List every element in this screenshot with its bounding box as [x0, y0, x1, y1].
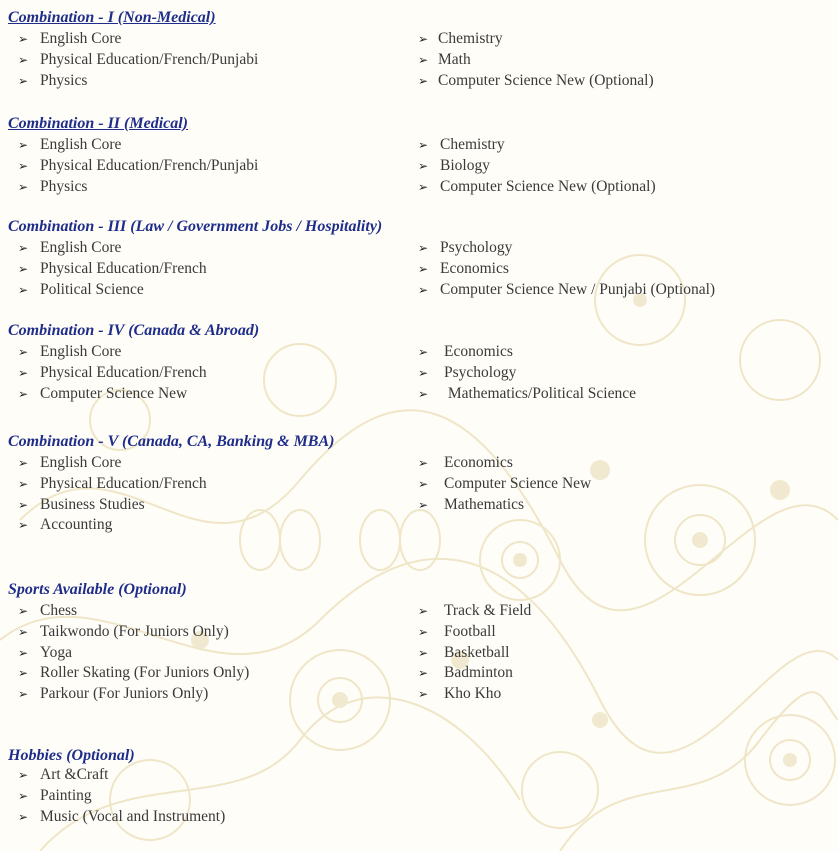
subject-label: English Core: [40, 30, 122, 47]
arrow-bullet-icon: ➢: [418, 345, 429, 359]
subject-label: Economics: [444, 343, 513, 360]
list-item: [418, 156, 656, 177]
sport-label: Football: [444, 622, 496, 640]
arrow-bullet-icon: ➢: [418, 158, 429, 173]
section-heading: Hobbies (Optional): [8, 747, 135, 764]
list-item: [418, 29, 654, 50]
arrow-bullet-icon: ➢: [18, 138, 29, 152]
arrow-bullet-icon: ➢: [18, 666, 29, 681]
section-combination-3: [8, 218, 833, 298]
list-item: [418, 135, 656, 156]
list-item: [18, 71, 258, 92]
section-combination-1: [8, 9, 833, 89]
list-item: [18, 643, 249, 664]
left-subject-list: [18, 29, 258, 91]
list-item: [18, 135, 258, 156]
arrow-bullet-icon: ➢: [418, 241, 429, 255]
section-combination-4: [8, 322, 833, 402]
subject-label: Computer Science New / Punjabi (Optional): [440, 280, 716, 298]
list-item: [418, 474, 591, 495]
arrow-bullet-icon: ➢: [18, 687, 29, 702]
sport-label: Badminton: [444, 664, 513, 682]
arrow-bullet-icon: ➢: [18, 282, 29, 297]
section-heading: Combination - I (Non-Medical): [8, 9, 216, 26]
section-heading: Sports Available (Optional): [8, 581, 187, 598]
list-item: [18, 765, 225, 786]
subject-label: English Core: [40, 239, 122, 256]
list-item: [18, 622, 249, 643]
subject-label: Psychology: [440, 239, 513, 256]
hobby-label: Painting: [40, 786, 92, 804]
sport-label: Yoga: [40, 643, 73, 661]
left-subject-list: [18, 135, 258, 197]
list-item: [418, 71, 654, 92]
list-item: [418, 342, 636, 363]
subject-label: Mathematics/Political Science: [444, 384, 636, 402]
list-item: [18, 342, 207, 363]
subject-label: Physical Education/French: [40, 474, 207, 492]
right-sports-list: [418, 601, 531, 705]
arrow-bullet-icon: ➢: [418, 261, 429, 276]
list-item: [418, 643, 531, 664]
arrow-bullet-icon: ➢: [418, 282, 429, 297]
arrow-bullet-icon: ➢: [418, 456, 429, 470]
arrow-bullet-icon: ➢: [418, 32, 429, 46]
list-item: [18, 363, 207, 384]
list-item: [18, 807, 225, 828]
arrow-bullet-icon: ➢: [418, 52, 429, 67]
list-item: [418, 622, 531, 643]
list-item: [18, 384, 207, 405]
sport-label: Kho Kho: [444, 685, 502, 703]
arrow-bullet-icon: ➢: [418, 179, 429, 194]
section-combination-5: [8, 433, 833, 534]
list-item: [418, 238, 715, 259]
arrow-bullet-icon: ➢: [418, 624, 429, 639]
subject-label: Physics: [40, 177, 88, 195]
list-item: [18, 515, 207, 536]
list-item: [18, 601, 249, 622]
right-subject-list: [418, 453, 591, 515]
subject-label: Physical Education/French: [40, 259, 207, 277]
arrow-bullet-icon: ➢: [18, 476, 29, 491]
arrow-bullet-icon: ➢: [418, 497, 429, 512]
list-item: [18, 50, 258, 71]
arrow-bullet-icon: ➢: [18, 624, 29, 639]
right-subject-list: [418, 342, 636, 404]
arrow-bullet-icon: ➢: [418, 687, 429, 702]
sport-label: Track & Field: [444, 602, 532, 619]
subject-label: Physics: [40, 71, 88, 89]
section-hobbies: [8, 747, 833, 825]
arrow-bullet-icon: ➢: [418, 645, 429, 660]
list-item: [18, 259, 207, 280]
section-heading: Combination - II (Medical): [8, 115, 189, 132]
list-item: [18, 663, 249, 684]
list-item: [418, 259, 715, 280]
subject-label: Chemistry: [438, 30, 503, 47]
list-item: [18, 684, 249, 705]
arrow-bullet-icon: ➢: [18, 645, 29, 660]
arrow-bullet-icon: ➢: [18, 261, 29, 276]
arrow-bullet-icon: ➢: [418, 365, 429, 380]
arrow-bullet-icon: ➢: [18, 158, 29, 173]
arrow-bullet-icon: ➢: [18, 179, 29, 194]
list-item: [18, 474, 207, 495]
section-heading: Combination - IV (Canada & Abroad): [8, 322, 260, 339]
list-item: [418, 453, 591, 474]
arrow-bullet-icon: ➢: [18, 497, 29, 512]
sport-label: Chess: [40, 602, 78, 619]
arrow-bullet-icon: ➢: [18, 386, 29, 401]
arrow-bullet-icon: ➢: [18, 73, 29, 88]
subject-label: Math: [438, 50, 471, 68]
subject-label: Computer Science New (Optional): [438, 71, 654, 89]
subject-label: English Core: [40, 343, 122, 360]
arrow-bullet-icon: ➢: [18, 604, 29, 618]
subject-label: Physical Education/French: [40, 363, 207, 381]
subject-label: Mathematics: [444, 495, 525, 513]
arrow-bullet-icon: ➢: [418, 386, 429, 401]
arrow-bullet-icon: ➢: [18, 241, 29, 255]
subject-label: Computer Science New: [40, 384, 188, 402]
subject-label: Physical Education/French/Punjabi: [40, 156, 259, 174]
list-item: [418, 684, 531, 705]
sport-label: Taikwondo (For Juniors Only): [40, 622, 229, 640]
arrow-bullet-icon: ➢: [418, 73, 429, 88]
left-subject-list: [18, 342, 207, 404]
section-combination-2: [8, 115, 833, 195]
list-item: [18, 177, 258, 198]
sport-label: Basketball: [444, 643, 510, 661]
list-item: [418, 50, 654, 71]
subject-label: Biology: [440, 156, 490, 174]
sport-label: Roller Skating (For Juniors Only): [40, 664, 250, 682]
subject-label: English Core: [40, 136, 122, 153]
section-sports: [8, 581, 833, 703]
hobby-label: Music (Vocal and Instrument): [40, 807, 226, 825]
subject-label: Economics: [444, 454, 513, 471]
list-item: [18, 495, 207, 516]
subject-label: Physical Education/French/Punjabi: [40, 50, 259, 68]
section-heading: Combination - V (Canada, CA, Banking & MBA): [8, 433, 335, 450]
arrow-bullet-icon: ➢: [418, 604, 429, 618]
list-item: [18, 156, 258, 177]
section-heading: Combination - III (Law / Government Jobs / Hospitality): [8, 218, 383, 235]
list-item: [418, 280, 715, 301]
subject-label: Political Science: [40, 280, 144, 298]
arrow-bullet-icon: ➢: [18, 32, 29, 46]
right-subject-list: [418, 135, 656, 197]
subject-label: Economics: [440, 259, 509, 277]
left-hobbies-list: [18, 765, 225, 827]
arrow-bullet-icon: ➢: [418, 666, 429, 681]
subject-label: Computer Science New (Optional): [440, 177, 656, 195]
subject-label: Accounting: [40, 516, 113, 534]
left-subject-list: [18, 238, 207, 300]
arrow-bullet-icon: ➢: [18, 518, 29, 533]
left-sports-list: [18, 601, 249, 705]
subject-label: Psychology: [444, 363, 517, 381]
list-item: [418, 177, 656, 198]
arrow-bullet-icon: ➢: [18, 345, 29, 359]
subject-label: Computer Science New: [444, 474, 592, 492]
arrow-bullet-icon: ➢: [18, 365, 29, 380]
arrow-bullet-icon: ➢: [418, 138, 429, 152]
arrow-bullet-icon: ➢: [18, 809, 29, 824]
subject-label: Chemistry: [440, 136, 505, 153]
list-item: [418, 384, 636, 405]
hobby-label: Art &Craft: [40, 766, 109, 783]
right-subject-list: [418, 238, 715, 300]
list-item: [418, 663, 531, 684]
left-subject-list: [18, 453, 207, 536]
arrow-bullet-icon: ➢: [18, 788, 29, 803]
right-subject-list: [418, 29, 654, 91]
list-item: [418, 601, 531, 622]
arrow-bullet-icon: ➢: [418, 476, 429, 491]
subject-label: English Core: [40, 454, 122, 471]
arrow-bullet-icon: ➢: [18, 52, 29, 67]
list-item: [18, 280, 207, 301]
list-item: [18, 786, 225, 807]
list-item: [18, 453, 207, 474]
subject-label: Business Studies: [40, 495, 145, 513]
list-item: [18, 238, 207, 259]
list-item: [418, 363, 636, 384]
sport-label: Parkour (For Juniors Only): [40, 685, 209, 703]
list-item: [18, 29, 258, 50]
list-item: [418, 495, 591, 516]
arrow-bullet-icon: ➢: [18, 456, 29, 470]
arrow-bullet-icon: ➢: [18, 768, 29, 782]
